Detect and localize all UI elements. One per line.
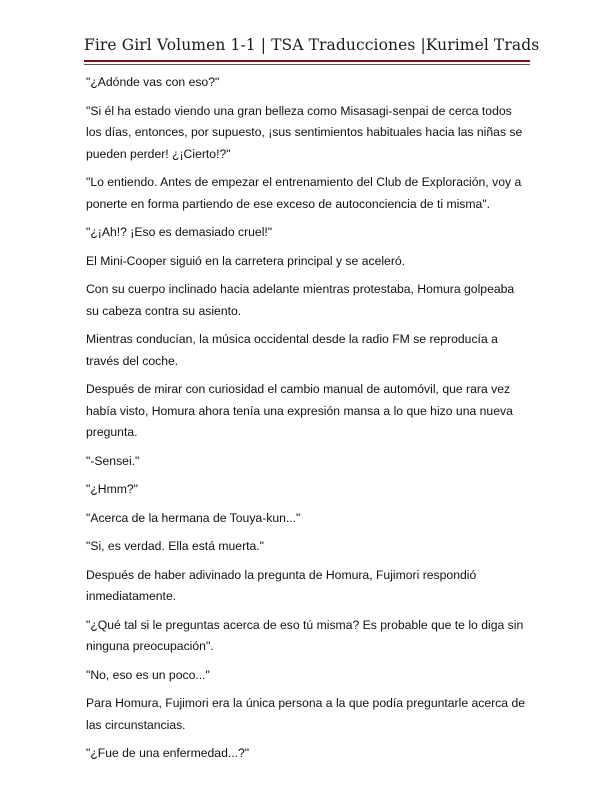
paragraph-1: "¿Adónde vas con eso?" — [86, 75, 220, 89]
paragraph-8: Después de mirar con curiosidad el cambio manual de automóvil, que rara vez había visto, Homura ahora tenía una expresión mansa a lo que hizo una nueva pregunta. — [86, 382, 513, 439]
paragraph-6: Con su cuerpo inclinado hacia adelante mientras protestaba, Homura golpeaba su cabeza contra su asiento. — [86, 282, 515, 318]
paragraph-7: Mientras conducían, la música occidental desde la radio FM se reproducía a través del coche. — [86, 332, 498, 368]
paragraph-2: "Si él ha estado viendo una gran belleza como Misasagi-senpai de cerca todos los días, entonces, por supuesto, ¡sus sentimientos habituales hacia las niñas se pueden perder! ¿¡Cierto!?" — [86, 103, 523, 161]
header-rule-bottom — [84, 64, 530, 65]
paragraph-13: Después de haber adivinado la pregunta de Homura, Fujimori respondió inmediatamente. — [86, 567, 477, 603]
paragraph-3: "Lo entiendo. Antes de empezar el entrenamiento del Club de Exploración, voy a ponerte en forma partiendo de ese exceso de autoconciencia de ti misma". — [86, 175, 522, 211]
body-text — [86, 72, 526, 772]
paragraph-10: "¿Hmm?" — [86, 482, 138, 496]
paragraph-12: "Si, es verdad. Ella está muerta." — [86, 539, 265, 553]
header-rule-top — [84, 60, 530, 62]
paragraph-4: "¿¡Ah!? ¡Eso es demasiado cruel!" — [86, 225, 273, 239]
paragraph-9: "-Sensei." — [86, 453, 140, 468]
paragraph-14: "¿Qué tal si le preguntas acerca de eso tú misma? Es probable que te lo diga sin ninguna preocupación". — [86, 617, 524, 653]
paragraph-5: El Mini-Cooper siguió en la carretera principal y se aceleró. — [86, 253, 406, 268]
page-header-title: Fire Girl Volumen 1-1 | TSA Traducciones |Kurimel Trads — [84, 36, 540, 54]
paragraph-11: "Acerca de la hermana de Touya-kun..." — [86, 510, 301, 525]
paragraph-15: "No, eso es un poco..." — [86, 667, 210, 682]
paragraph-17: "¿Fue de una enfermedad...?" — [86, 746, 250, 760]
paragraph-16: Para Homura, Fujimori era la única persona a la que podía preguntarle acerca de las circunstancias. — [86, 696, 525, 732]
